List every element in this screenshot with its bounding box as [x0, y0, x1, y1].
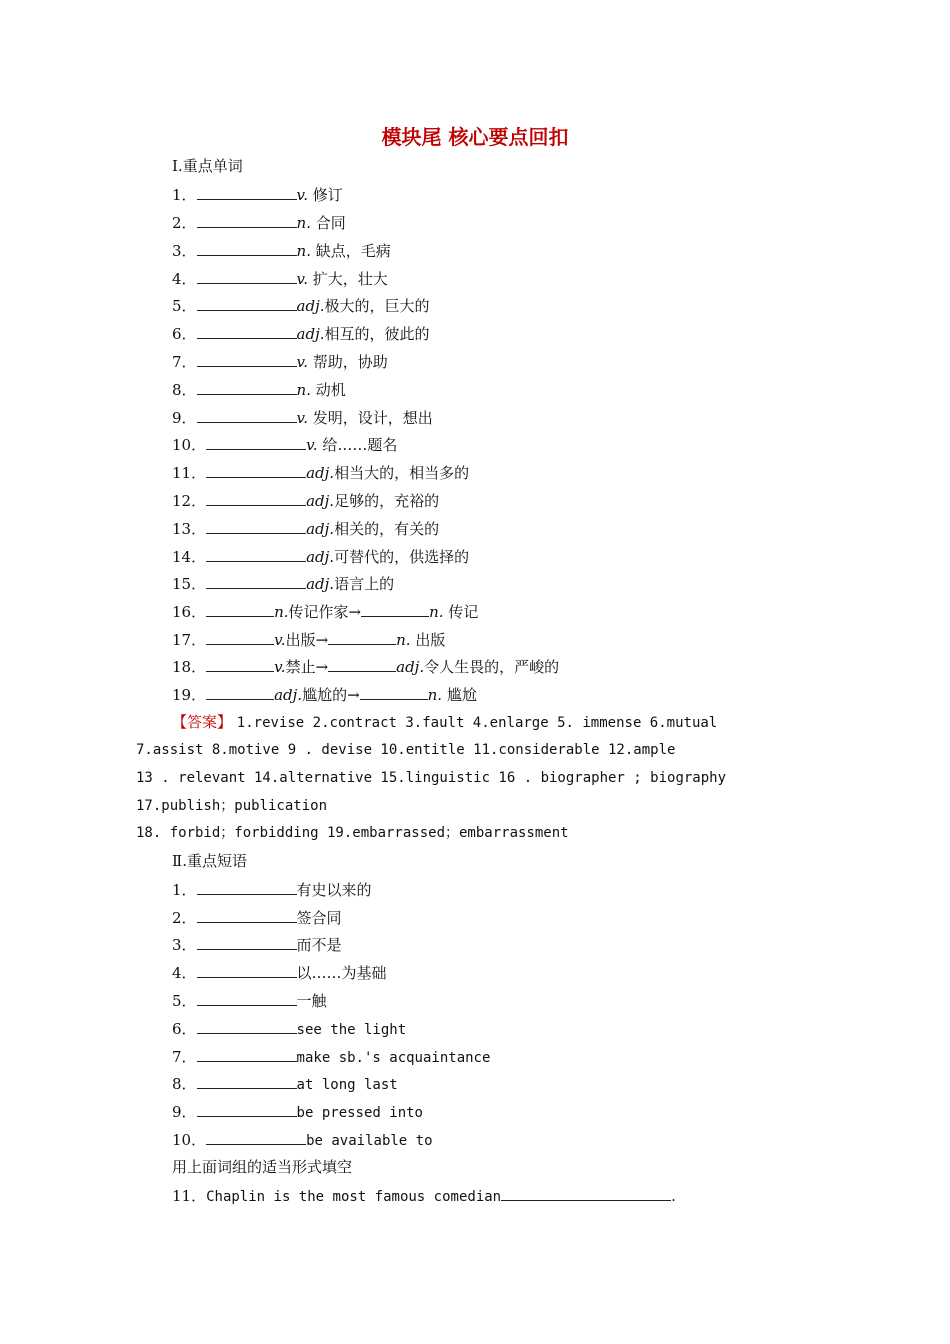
vocab-item: 7． v. 帮助，协助	[172, 353, 388, 371]
answer-blank[interactable]	[361, 601, 429, 617]
phrase-item: 6． see the light	[172, 1020, 407, 1038]
phrase-item: 1． 有史以来的	[172, 881, 372, 899]
phrase-item: 4． 以……为基础	[172, 964, 387, 982]
vocab-item: 1． v. 修订	[172, 186, 343, 204]
answer-blank[interactable]	[206, 490, 306, 506]
vocab-item: 4． v. 扩大，壮大	[172, 270, 388, 288]
answer-text: 17.publish；publication	[136, 798, 328, 814]
vocab-item: 13． adj.相关的，有关的	[172, 520, 440, 538]
answer-blank[interactable]	[206, 434, 306, 450]
answer-blank[interactable]	[197, 1046, 297, 1062]
vocab-pair-item: 16． n.传记作家→ n. 传记	[172, 603, 479, 621]
answer-blank[interactable]	[197, 379, 297, 395]
vocab-item: 15． adj.语言上的	[172, 575, 395, 593]
phrase-item: 3． 而不是	[172, 936, 342, 954]
answer-tag: 【答案】	[172, 713, 233, 731]
phrase-item: 9． be pressed into	[172, 1103, 423, 1121]
answer-blank[interactable]	[197, 212, 297, 228]
answer-blank[interactable]	[197, 990, 297, 1006]
answer-blank[interactable]	[501, 1185, 671, 1201]
answer-blank[interactable]	[197, 1101, 297, 1117]
answer-text: 18. forbid；forbidding 19.embarrassed；embarrassment	[136, 825, 569, 841]
vocab-item: 10． v. 给……题名	[172, 436, 398, 454]
section2-heading: Ⅱ.重点短语	[172, 852, 247, 870]
answer-blank[interactable]	[197, 351, 297, 367]
answer-text: 1.revise 2.contract 3.fault 4.enlarge 5. immense 6.mutual	[236, 715, 718, 731]
vocab-pair-item: 17． v.出版→ n. 出版	[172, 631, 446, 649]
phrase-item: 5． 一触	[172, 992, 327, 1010]
answer-blank[interactable]	[206, 656, 274, 672]
answer-blank[interactable]	[197, 1073, 297, 1089]
phrase-item: 10． be available to	[172, 1131, 433, 1149]
vocab-item: 8． n. 动机	[172, 381, 346, 399]
answer-blank[interactable]	[197, 934, 297, 950]
vocab-item: 12． adj.足够的，充裕的	[172, 492, 440, 510]
answer-blank[interactable]	[206, 601, 274, 617]
phrase-item: 7． make sb.'s acquaintance	[172, 1048, 491, 1066]
answer-blank[interactable]	[206, 546, 306, 562]
answer-blank[interactable]	[206, 684, 274, 700]
vocab-item: 14． adj.可替代的，供选择的	[172, 548, 470, 566]
vocab-pair-item: 18． v.禁止→ adj.令人生畏的，严峻的	[172, 658, 560, 676]
answer-blank[interactable]	[197, 407, 297, 423]
answer-blank[interactable]	[197, 268, 297, 284]
section1-heading: Ⅰ.重点单词	[172, 157, 243, 175]
answer-blank[interactable]	[328, 629, 396, 645]
answer-blank[interactable]	[197, 323, 297, 339]
vocab-item: 9． v. 发明，设计，想出	[172, 409, 433, 427]
answer-blank[interactable]	[197, 184, 297, 200]
phrase-item: 2． 签合同	[172, 909, 342, 927]
instruction-text: 用上面词组的适当形式填空	[172, 1158, 353, 1176]
answer-blank[interactable]	[328, 656, 396, 672]
vocab-item: 11． adj.相当大的，相当多的	[172, 464, 470, 482]
answer-blank[interactable]	[197, 240, 297, 256]
answer-blank[interactable]	[206, 1129, 306, 1145]
vocab-item: 3． n. 缺点，毛病	[172, 242, 391, 260]
vocab-pair-item: 19． adj.尴尬的→ n. 尴尬	[172, 686, 477, 704]
answer-blank[interactable]	[197, 295, 297, 311]
answer-blank[interactable]	[197, 962, 297, 978]
answer-blank[interactable]	[206, 629, 274, 645]
vocab-item: 5． adj.极大的，巨大的	[172, 297, 430, 315]
vocab-item: 2． n. 合同	[172, 214, 346, 232]
answer-blank[interactable]	[197, 879, 297, 895]
answer-blank[interactable]	[206, 462, 306, 478]
answer-blank[interactable]	[206, 573, 306, 589]
answer-blank[interactable]	[197, 1018, 297, 1034]
answer-text: 13 . relevant 14.alternative 15.linguistic 16 . biographer ; biography	[136, 770, 727, 786]
vocab-item: 6． adj.相互的，彼此的	[172, 325, 430, 343]
answer-blank[interactable]	[197, 907, 297, 923]
answer-blank[interactable]	[360, 684, 428, 700]
fill-question: 11．Chaplin is the most famous comedian .	[172, 1187, 676, 1205]
answer-blank[interactable]	[206, 518, 306, 534]
answer-line-first	[172, 712, 717, 733]
answer-text: 7.assist 8.motive 9 . devise 10.entitle 11.considerable 12.ample	[136, 742, 676, 758]
phrase-item: 8． at long last	[172, 1075, 398, 1093]
page-title: 模块尾 核心要点回扣	[381, 125, 569, 149]
